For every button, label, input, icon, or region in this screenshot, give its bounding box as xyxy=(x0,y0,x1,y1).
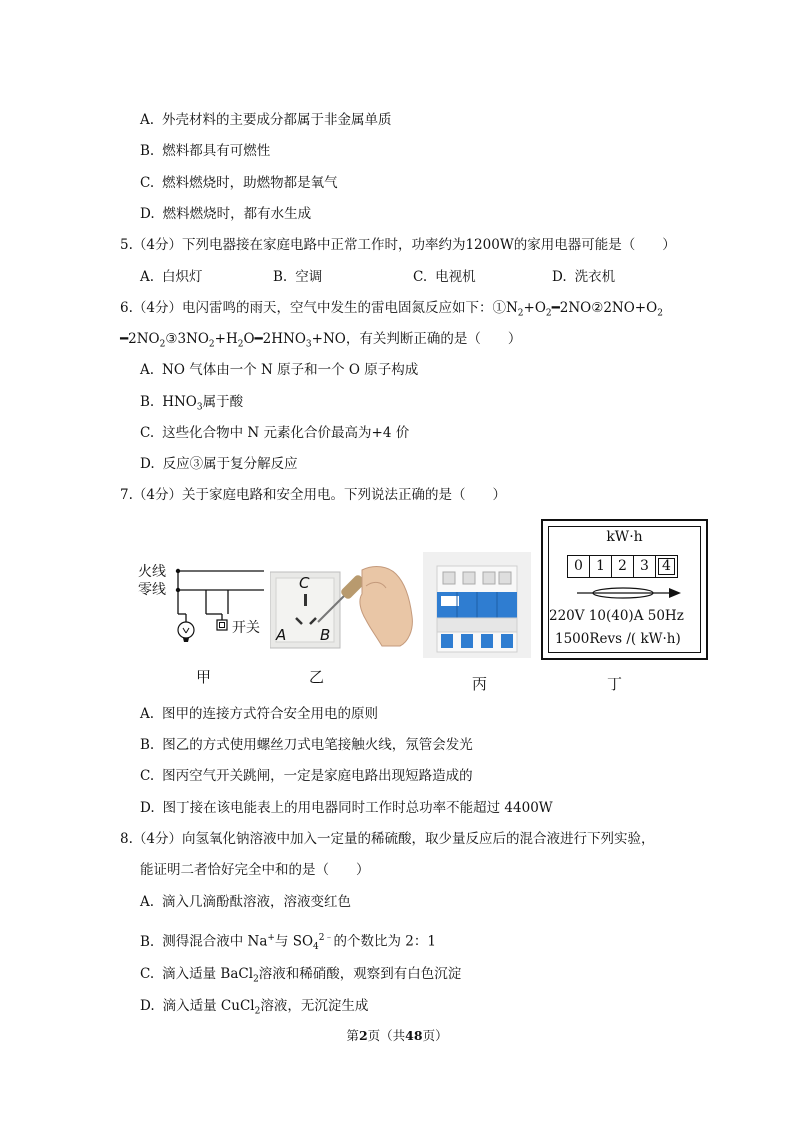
q4-option-b: B. 燃料都具有可燃性 xyxy=(140,143,271,159)
caption-ding: 丁 xyxy=(607,675,623,693)
q8-stem-line2: 能证明二者恰好完全中和的是（ ） xyxy=(140,862,370,878)
meter-digit: 2 xyxy=(612,556,634,577)
q6-stem-line1: 6.（4分）电闪雷鸣的雨天，空气中发生的雷电固氮反应如下：$①N_2+O_2━2NO②2NO+O_2$ xyxy=(120,300,663,319)
q6-stem-line2: $━2NO_2③3NO_2+H_2O━2HNO_3+NO$，有关判断正确的是（ ） xyxy=(120,331,522,350)
q4-option-a: A. 外壳材料的主要成分都属于非金属单质 xyxy=(140,112,392,128)
q8-option-a: A. 滴入几滴酚酞溶液，溶液变红色 xyxy=(140,894,352,910)
live-wire-label: 火线 xyxy=(138,564,166,580)
q5-option-c: C. 电视机 xyxy=(413,269,476,285)
caption-bing: 丙 xyxy=(472,675,488,693)
socket-label-b: B xyxy=(320,626,331,644)
meter-digit: 3 xyxy=(634,556,656,577)
q4-option-c: C. 燃料燃烧时，助燃物都是氧气 xyxy=(140,175,338,191)
neutral-wire-label: 零线 xyxy=(138,582,166,598)
bulb-icon xyxy=(178,622,194,642)
q6-option-a: A. NO 气体由一个 N 原子和一个 O 原子构成 xyxy=(140,362,419,378)
q5-option-d: D. 洗衣机 xyxy=(552,269,616,285)
meter-digit: 1 xyxy=(590,556,612,577)
figure-jia xyxy=(138,558,266,648)
q5-option-a: A. 白炽灯 xyxy=(140,269,203,285)
q7-option-d: D. 图丁接在该电能表上的用电器同时工作时总功率不能超过 4400W xyxy=(140,800,553,816)
q8-option-b: B. 测得混合液中 Na+与 $SO_4^{2﹣}$的个数比为 2：1 xyxy=(140,933,436,953)
caption-yi: 乙 xyxy=(309,668,325,686)
switch-label: 开关 xyxy=(232,620,260,636)
q5-stem: 5.（4分）下列电器接在家庭电路中正常工作时，功率约为1200W的家用电器可能是（ ） xyxy=(120,237,676,253)
q8-option-d: D. 滴入适量 CuCl$_2$溶液，无沉淀生成 xyxy=(140,998,369,1017)
q7-option-c: C. 图丙空气开关跳闸，一定是家庭电路出现短路造成的 xyxy=(140,768,473,784)
q8-stem-line1: 8.（4分）向氢氧化钠溶液中加入一定量的稀硫酸，取少量反应后的混合液进行下列实验， xyxy=(120,831,655,847)
caption-jia: 甲 xyxy=(196,668,212,686)
q7-option-b: B. 图乙的方式使用螺丝刀式电笔接触火线，氖管会发光 xyxy=(140,737,473,753)
socket-pen-illustration xyxy=(270,560,418,650)
q6-option-b: B. $HNO_3$属于酸 xyxy=(140,394,244,413)
q5-options xyxy=(140,268,660,286)
q4-option-d: D. 燃料燃烧时，都有水生成 xyxy=(140,206,312,222)
meter-digit: 0 xyxy=(568,556,590,577)
meter-digit: 4 xyxy=(656,556,677,577)
figure-yi xyxy=(270,560,418,650)
page-footer: 第2页（共48页） xyxy=(346,1028,448,1043)
q8-option-c: C. 滴入适量 BaCl$_2$溶液和稀硝酸，观察到有白色沉淀 xyxy=(140,966,462,985)
meter-revs: 1500Revs /( kW·h) xyxy=(555,631,681,647)
q6-option-d: D. 反应③属于复分解反应 xyxy=(140,456,298,472)
q7-stem: 7.（4分）关于家庭电路和安全用电。下列说法正确的是（ ） xyxy=(120,487,506,503)
socket-label-a: A xyxy=(276,626,287,644)
q5-option-b: B. 空调 xyxy=(273,269,323,285)
figure-bing xyxy=(423,552,531,658)
circuit-breaker-illustration xyxy=(423,552,531,658)
meter-unit: kW·h xyxy=(606,529,643,545)
meter-disc-arrow-icon xyxy=(573,583,683,603)
figure-ding-energy-meter xyxy=(541,519,708,660)
socket-label-c: C xyxy=(299,574,310,592)
meter-spec: 220V 10(40)A 50Hz xyxy=(549,608,684,624)
meter-digits xyxy=(567,555,678,578)
q6-option-c: C. 这些化合物中 N 元素化合价最高为+4 价 xyxy=(140,425,410,441)
q7-option-a: A. 图甲的连接方式符合安全用电的原则 xyxy=(140,706,379,722)
